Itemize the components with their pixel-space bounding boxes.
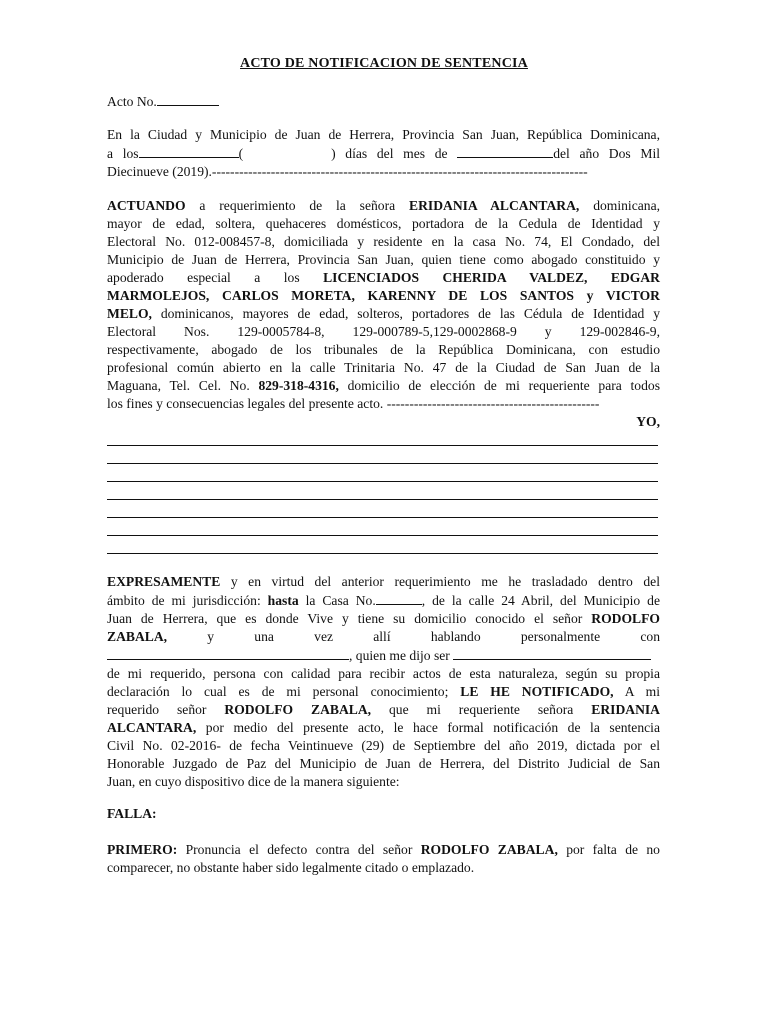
- blank-line: [107, 535, 658, 536]
- blank-line: [107, 463, 658, 464]
- acto-number-blank: [157, 92, 219, 106]
- expresamente-paragraph: EXPRESAMENTE y en virtud del anterior requerimiento me he trasladado dentro del ámbito de mi jurisdicción: hasta la Casa No. , de la calle 24 Abril, del Municipio de Juan de Herrera, que es donde Vive y tiene su domicilio conocido el señor RODOLFO ZABALA, y una vez allí hablando personalmente con , quien me dijo ser de mi requerido, persona con calidad para recibir actos de esta naturaleza, según su propia declaración lo cual es de mi personal conocimiento; LE HE NOTIFICADO, A mi requerido señor RODOLFO ZABALA, que mi requeriente señora ERIDANIA ALCANTARA, por medio del presente acto, le hace formal notificación de la sentencia Civil No. 02-2016- de fecha Veintinueve (29) de Septiembre del año 2019, dictada por el Honorable Juzgado de Paz del Municipio de Juan de Herrera, del Distrito Judicial de San Juan, en cuyo dispositivo dice de la manera siguiente:: [107, 574, 660, 789]
- blank-line: [107, 553, 658, 554]
- actuando-paragraph: ACTUANDO a requerimiento de la señora ERIDANIA ALCANTARA, dominicana, mayor de edad, soltera, quehaceres domésticos, portadora de la Cedula de Identidad y Electoral No. 012-008457-8, domiciliada y residente en la casa No. 74, El Condado, del Municipio de Juan de Herrera, Provincia San Juan, quien tiene como abogado constituido y apoderado especial a los LICENCIADOS CHERIDA VALDEZ, EDGAR MARMOLEJOS, CARLOS MORETA, KARENNY DE LOS SANTOS y VICTOR MELO, dominicanos, mayores de edad, solteros, portadores de las Cédula de Identidad y Electoral Nos. 129-0005784-8, 129-000789-5,129-0002868-9 y 129-002846-9, respectivamente, abogado de los tribunales de la República Dominicana, con estudio profesional común abierto en la calle Trinitaria No. 47 de la Ciudad de San Juan de la Maguana, Tel. Cel. No. 829-318-4316, domicilio de elección de mi requeriente para todos los fines y consecuencias legales del presente acto. ----------------------------------------------- YO,: [107, 198, 661, 429]
- day-blank: [139, 144, 239, 158]
- yo-label: YO,: [636, 414, 660, 429]
- document-title: ACTO DE NOTIFICACION DE SENTENCIA: [240, 56, 528, 71]
- person-name-blank: [107, 646, 349, 660]
- relation-blank: [453, 646, 651, 660]
- intro-line-3: Diecinueve (2019).-----------------------------------------------------------------------------------: [107, 164, 588, 179]
- blank-line: [107, 499, 658, 500]
- acto-number-label: Acto No.: [107, 94, 157, 109]
- intro-paragraph: [107, 126, 660, 181]
- intro-line-1: En la Ciudad y Municipio de Juan de Herrera, Provincia San Juan, República Dominicana,: [107, 127, 660, 142]
- acto-number-line: [107, 92, 660, 111]
- falla-heading-block: [107, 805, 660, 823]
- month-blank: [457, 144, 553, 158]
- blank-line: [107, 517, 658, 518]
- falla-heading: FALLA:: [107, 806, 157, 821]
- intro-line-2: a los ( ) días del mes de del año Dos Mil: [107, 146, 661, 161]
- blank-line: [107, 481, 658, 482]
- primero-paragraph: PRIMERO: Pronuncia el defecto contra del señor RODOLFO ZABALA, por falta de no comparecer, no obstante haber sido legalmente citado o emplazado.: [107, 842, 660, 875]
- blank-line: [107, 445, 658, 446]
- house-number-blank: [376, 591, 422, 605]
